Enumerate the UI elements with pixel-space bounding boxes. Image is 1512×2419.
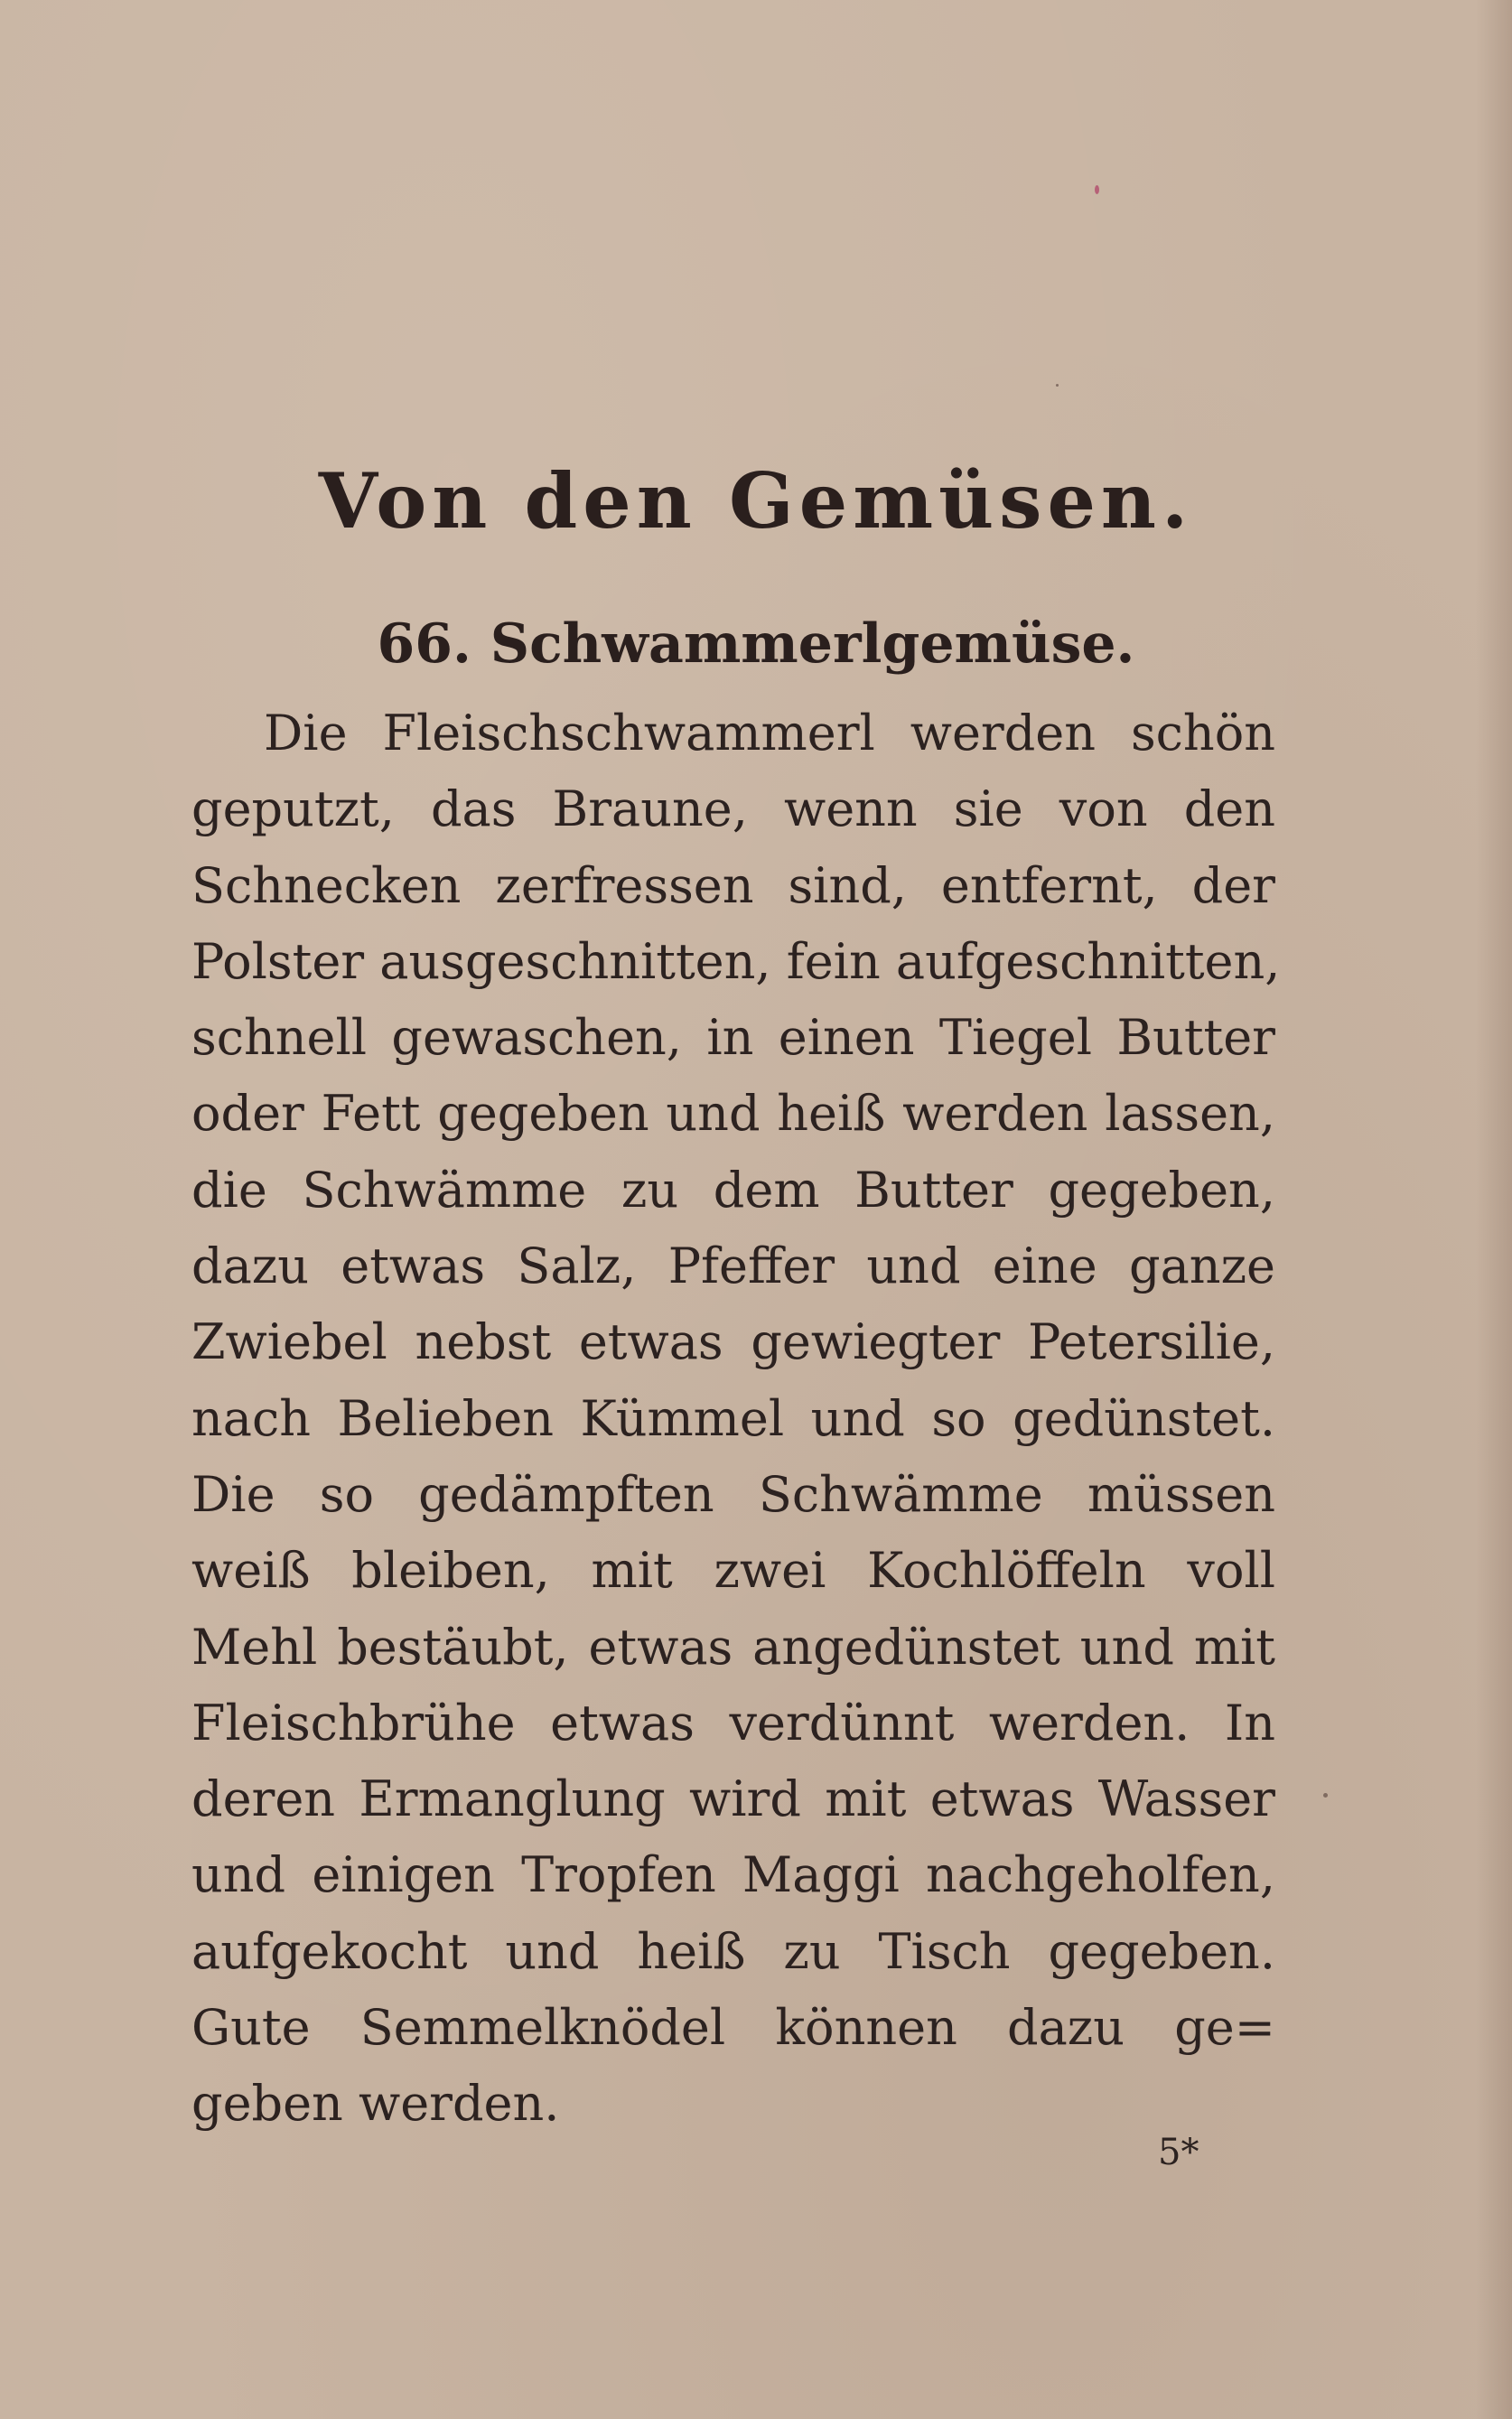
text-line: Gute Semmelknödel können dazu ge= — [191, 1999, 1275, 2057]
text-line: geben werden. — [191, 2075, 560, 2133]
text-line: oder Fett gegeben und heiß werden lassen, — [191, 1085, 1275, 1143]
text-line: Schnecken zerfressen sind, entfernt, der — [191, 856, 1275, 914]
text-line: schnell gewaschen, in einen Tiegel Butter — [191, 1009, 1275, 1067]
text-line: deren Ermanglung wird mit etwas Wasser — [191, 1770, 1275, 1828]
recipe-title: 66. Schwammerlgemüse. — [377, 612, 1135, 676]
page-number: 5* — [1158, 2132, 1199, 2173]
text-line: nach Belieben Kümmel und so gedünstet. — [191, 1389, 1275, 1447]
text-line: Fleischbrühe etwas verdünnt werden. In — [191, 1694, 1275, 1751]
text-line: und einigen Tropfen Maggi nachgeholfen, — [191, 1846, 1275, 1904]
text-line: weiß bleiben, mit zwei Kochlöffeln voll — [191, 1542, 1275, 1600]
text-line: Mehl bestäubt, etwas angedünstet und mit — [191, 1618, 1275, 1676]
paper-speck — [1095, 185, 1099, 194]
text-line: Die so gedämpften Schwämme müssen — [191, 1465, 1275, 1523]
text-line: Polster ausgeschnitten, fein aufgeschnitten, — [191, 932, 1281, 990]
recipe-text — [191, 696, 1281, 2143]
paper-speck — [1323, 1793, 1328, 1798]
text-line: Zwiebel nebst etwas gewiegter Petersilie, — [191, 1313, 1275, 1371]
chapter-title: Von den Gemüsen. — [318, 456, 1194, 546]
text-line: geputzt, das Braune, wenn sie von den — [191, 780, 1275, 838]
page-edge-shadow — [1476, 0, 1512, 2419]
text-line: die Schwämme zu dem Butter gegeben, — [191, 1161, 1275, 1219]
paper-speck — [1056, 384, 1059, 387]
text-line: Die Fleischschwammerl werden schön — [264, 705, 1275, 761]
text-line: aufgekocht und heiß zu Tisch gegeben. — [191, 1922, 1275, 1980]
text-line: dazu etwas Salz, Pfeffer und eine ganze — [191, 1238, 1275, 1295]
